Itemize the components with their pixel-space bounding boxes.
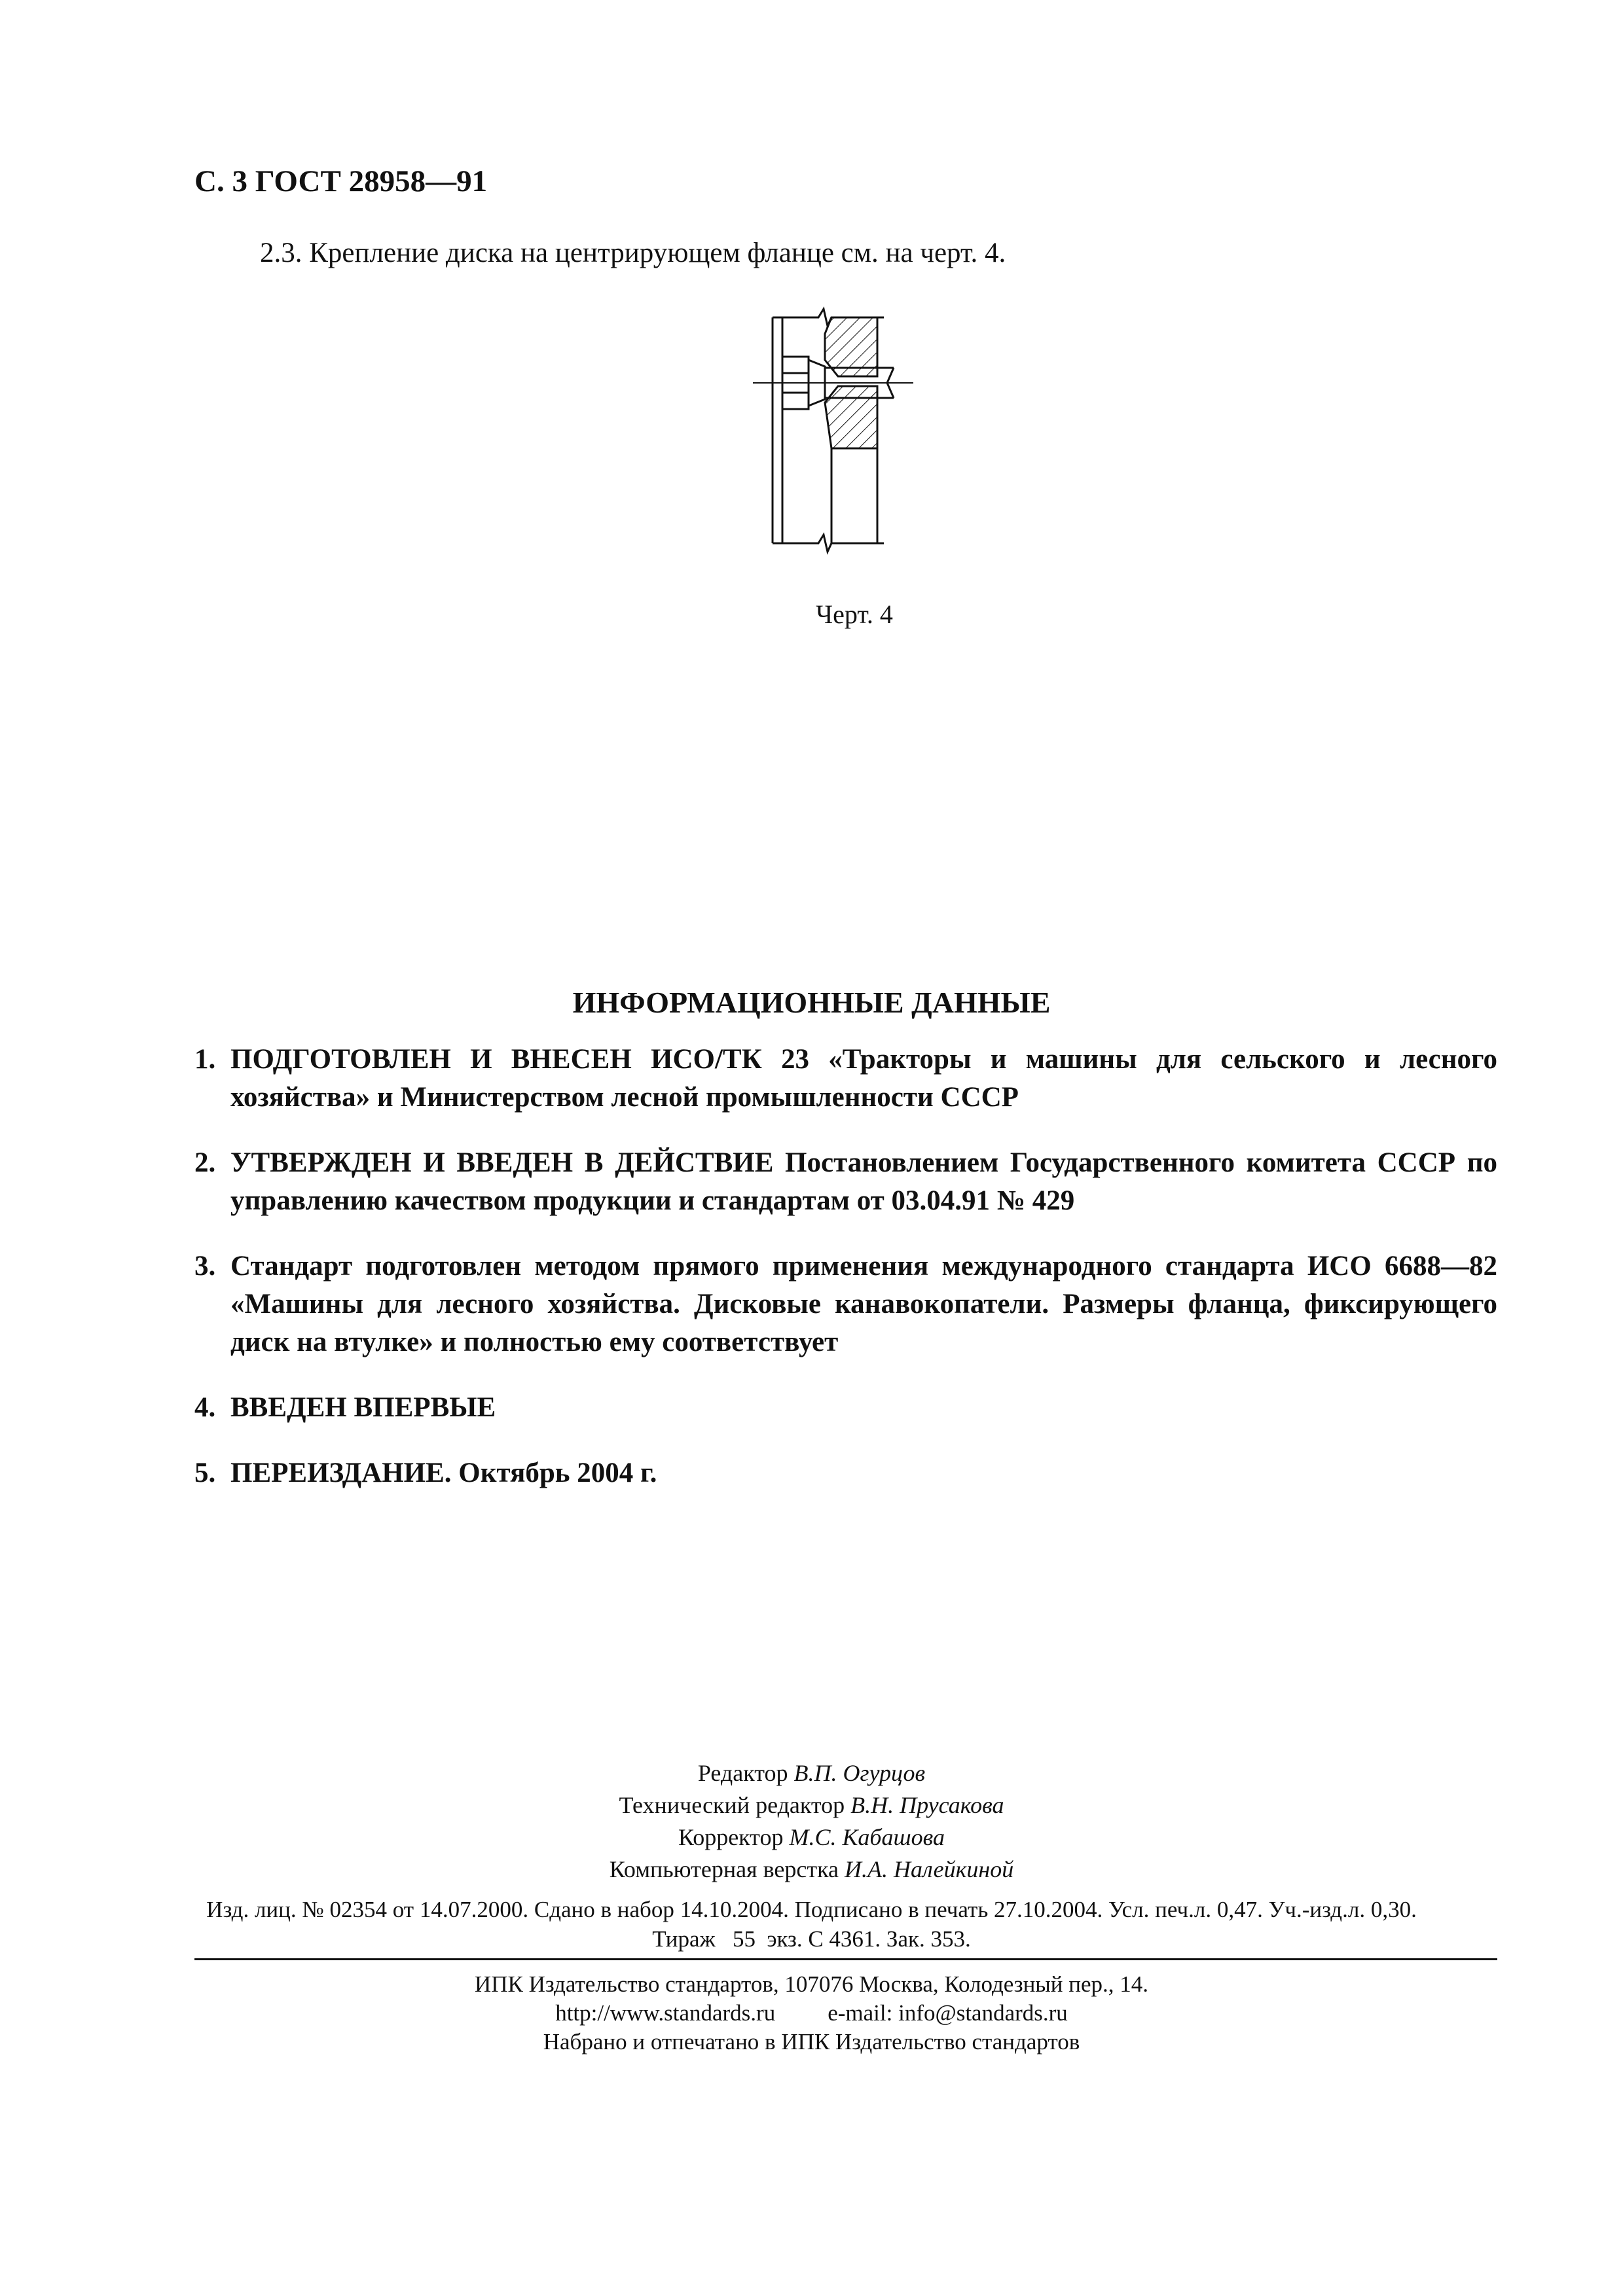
- imprint-line-2: Тираж 55 экз. С 4361. Зак. 353.: [652, 1926, 971, 1952]
- info-item-text: ВВЕДЕН ВПЕРВЫЕ: [230, 1392, 496, 1423]
- info-item-text: ПОДГОТОВЛЕН И ВНЕСЕН ИСО/ТК 23 «Тракторы и машины для сельского и лесного хозяйства» и Министерством лесной промышленности СССР: [230, 1044, 1497, 1113]
- flange-drawing: [753, 295, 949, 569]
- credit-editor: Редактор В.П. Огурцов: [697, 1760, 926, 1786]
- info-item: 1. ПОДГОТОВЛЕН И ВНЕСЕН ИСО/ТК 23 «Тракторы и машины для сельского и лесного хозяйства» и Министерством лесной промышленности СССР: [194, 1044, 1497, 1113]
- credit-layout: Компьютерная верстка И.А. Налейкиной: [609, 1856, 1014, 1882]
- imprint-block: [0, 1895, 1623, 1954]
- info-item: 5. ПЕРЕИЗДАНИЕ. Октябрь 2004 г.: [194, 1458, 657, 1488]
- publisher-address: ИПК Издательство стандартов, 107076 Москва, Колодезный пер., 14.: [474, 1971, 1149, 1997]
- info-item: 3. Стандарт подготовлен методом прямого применения международного стандарта ИСО 6688—82 «Машины для лесного хозяйства. Дисковые канавокопатели. Размеры фланца, фиксирующего диск на втулке» и полностью ему соответствует: [194, 1251, 1497, 1357]
- info-item-text: ПЕРЕИЗДАНИЕ. Октябрь 2004 г.: [230, 1458, 657, 1488]
- info-list: [194, 1041, 1497, 1520]
- publisher-print-note: Набрано и отпечатано в ИПК Издательство стандартов: [543, 2029, 1080, 2054]
- credit-proofreader: Корректор М.С. Кабашова: [678, 1824, 945, 1850]
- info-item: 4. ВВЕДЕН ВПЕРВЫЕ: [194, 1392, 496, 1423]
- clause-2-3: 2.3. Крепление диска на центрирующем фланце см. на черт. 4.: [260, 238, 1006, 268]
- info-item-text: УТВЕРЖДЕН И ВВЕДЕН В ДЕЙСТВИЕ Постановлением Государственного комитета СССР по управлению качеством продукции и стандартам от 03.04.91 № 429: [230, 1147, 1497, 1216]
- page-header: С. 3 ГОСТ 28958—91: [194, 164, 488, 198]
- figure-caption: Черт. 4: [816, 600, 893, 629]
- info-item: 2. УТВЕРЖДЕН И ВВЕДЕН В ДЕЙСТВИЕ Постановлением Государственного комитета СССР по управлению качеством продукции и стандартам от 03.04.91 № 429: [194, 1147, 1497, 1216]
- publisher-email[interactable]: e-mail: info@standards.ru: [828, 2000, 1068, 2026]
- publisher-contacts: [0, 1999, 1623, 2028]
- info-item-text: Стандарт подготовлен методом прямого применения международного стандарта ИСО 6688—82 «Машины для лесного хозяйства. Дисковые канавокопатели. Размеры фланца, фиксирующего диск на втулке» и полностью ему соответствует: [230, 1251, 1497, 1357]
- break-line-bottom: [773, 535, 884, 552]
- divider: [194, 1958, 1497, 1960]
- credit-tech-editor: Технический редактор В.Н. Прусакова: [619, 1792, 1004, 1818]
- info-section-title: ИНФОРМАЦИОННЫЕ ДАННЫЕ: [572, 986, 1051, 1019]
- lower-flange-section: [825, 386, 877, 448]
- publisher-block: [0, 1970, 1623, 2056]
- imprint-line-1: Изд. лиц. № 02354 от 14.07.2000. Сдано в набор 14.10.2004. Подписано в печать 27.10.2004. Усл. печ.л. 0,47. Уч.-изд.л. 0,30.: [206, 1897, 1417, 1922]
- publisher-url[interactable]: http://www.standards.ru: [555, 2000, 776, 2026]
- credits-block: [0, 1757, 1623, 1886]
